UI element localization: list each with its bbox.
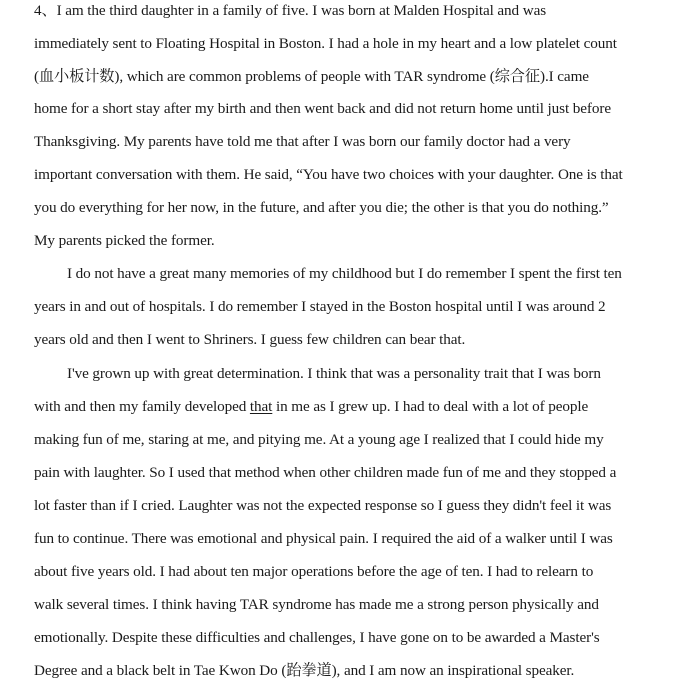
text-line: years old and then I went to Shriners. I guess few children can bear that.: [34, 331, 466, 348]
text-line: I do not have a great many memories of my childhood but I do remember I spent the first ten: [67, 265, 622, 282]
text-line: emotionally. Despite these difficulties and challenges, I have gone on to be awarded a Master's: [34, 629, 600, 646]
text-line: making fun of me, staring at me, and pitying me. At a young age I realized that I could hide my: [34, 431, 604, 448]
text-line: about five years old. I had about ten major operations before the age of ten. I had to relearn to: [34, 563, 594, 580]
text-line-with-underline: [34, 397, 588, 417]
text-line: important conversation with them. He said, “You have two choices with your daughter. One is that: [34, 166, 623, 183]
text-line: Thanksgiving. My parents have told me that after I was born our family doctor had a very: [34, 133, 571, 150]
text-line: lot faster than if I cried. Laughter was not the expected response so I guess they didn't feel it was: [34, 497, 612, 514]
text-line: 4、I am the third daughter in a family of five. I was born at Malden Hospital and was: [34, 2, 547, 19]
text-line: fun to continue. There was emotional and physical pain. I required the aid of a walker until I was: [34, 530, 613, 547]
underlined-word: that: [249, 398, 273, 415]
text-line: My parents picked the former.: [34, 232, 215, 249]
text-segment: in me as I grew up. I had to deal with a lot of people: [272, 398, 589, 415]
text-line: home for a short stay after my birth and then went back and did not return home until just before: [34, 100, 611, 117]
text-line: (血小板计数), which are common problems of people with TAR syndrome (综合征).I came: [34, 68, 589, 85]
text-line: years in and out of hospitals. I do remember I stayed in the Boston hospital until I was around 2: [34, 298, 606, 315]
text-line: immediately sent to Floating Hospital in Boston. I had a hole in my heart and a low platelet count: [34, 35, 617, 52]
text-line: walk several times. I think having TAR syndrome has made me a strong person physically and: [34, 596, 599, 613]
text-line: you do everything for her now, in the future, and after you die; the other is that you do nothing.”: [34, 199, 609, 216]
text-line: pain with laughter. So I used that method when other children made fun of me and they stopped a: [34, 464, 617, 481]
text-line: I've grown up with great determination. I think that was a personality trait that I was born: [67, 365, 601, 382]
text-segment: with and then my family developed: [34, 398, 250, 415]
text-line: Degree and a black belt in Tae Kwon Do (跆拳道), and I am now an inspirational speaker.: [34, 662, 575, 679]
